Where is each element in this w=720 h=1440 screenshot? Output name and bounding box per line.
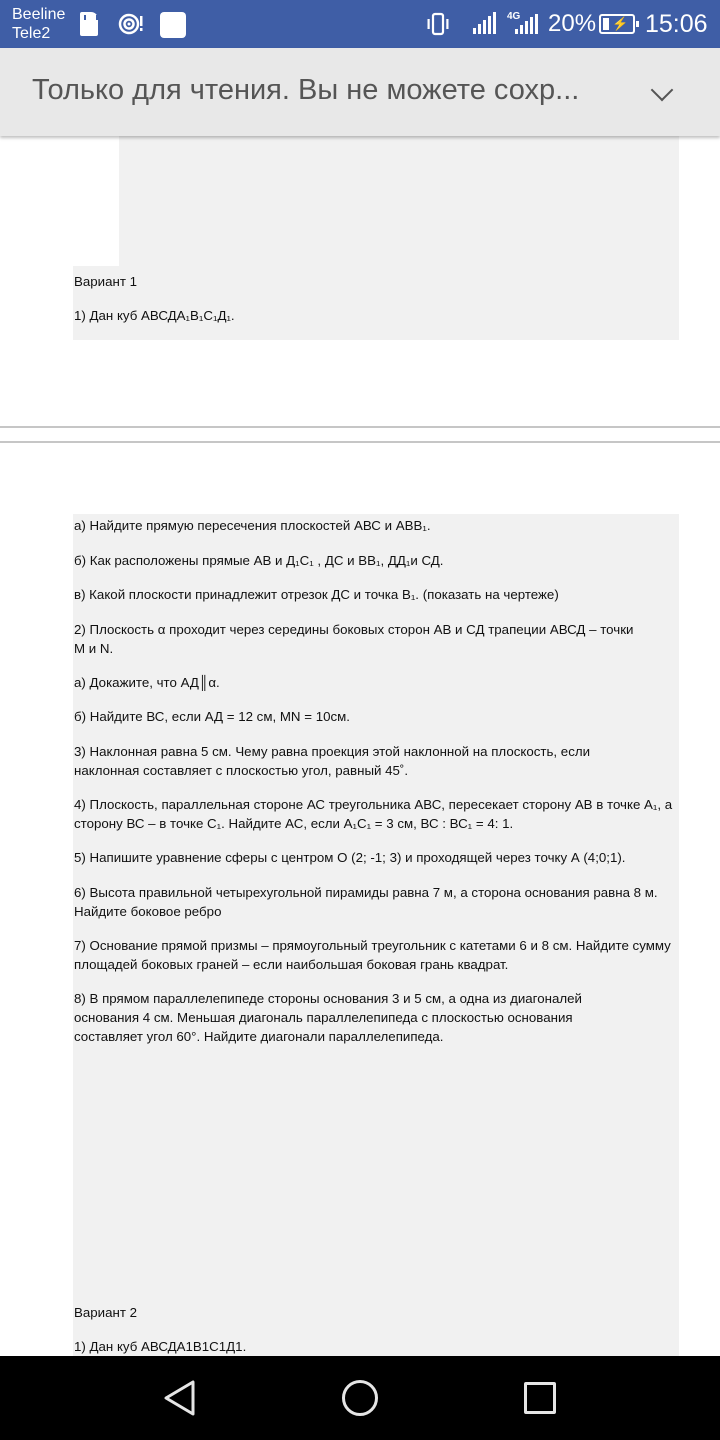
question-1c: в) Какой плоскости принадлежит отрезок ДС и точка В₁. (показать на чертеже) — [74, 587, 559, 602]
question-2: 2) Плоскость α проходит через середины боковых сторон АВ и СД трапеции АВСД – точки M и N. — [74, 622, 634, 656]
question-6: 6) Высота правильной четырехугольной пирамиды равна 7 м, а сторона основания равна 8 м. Найдите боковое ребро — [74, 885, 658, 919]
recent-apps-icon[interactable] — [524, 1382, 556, 1414]
hotspot-icon — [118, 12, 144, 36]
charging-bolt-icon: ⚡ — [612, 16, 629, 31]
back-icon[interactable] — [160, 1378, 200, 1418]
question-1a: а) Найдите прямую пересечения плоскостей АВС и АВВ₁. — [74, 518, 431, 533]
readonly-banner[interactable] — [0, 48, 720, 136]
question-4: 4) Плоскость, параллельная стороне АС треугольника АВС, пересекает сторону АВ в точке А₁, а сторону ВС – в точке С₁. Найдите АС, если А₁С₁ = 3 см, ВС : ВС₁ = 4: 1. — [74, 797, 673, 831]
question-7: 7) Основание прямой призмы – прямоугольный треугольник с катетами 6 и 8 см. Найдите сумму площадей боковых граней – если наибольшая боковая грань квадрат. — [74, 938, 671, 972]
page-shading — [119, 136, 679, 266]
navigation-bar — [0, 1356, 720, 1440]
signal-4g-icon — [515, 14, 538, 34]
sd-card-icon — [80, 12, 98, 36]
signal-icon — [473, 12, 496, 34]
battery-percent: 20% — [548, 10, 597, 37]
page-divider — [0, 441, 720, 443]
status-bar — [0, 0, 720, 48]
home-icon[interactable] — [342, 1380, 378, 1416]
app-square-icon — [160, 12, 186, 38]
question-3: 3) Наклонная равна 5 см. Чему равна проекция этой наклонной на плоскость, если наклонная составляет с плоскостью угол, равный 45˚. — [74, 744, 591, 778]
battery-fill — [603, 18, 609, 30]
page-divider — [0, 426, 720, 428]
network-type: 4G — [507, 11, 521, 22]
variant-2-question-1: 1) Дан куб АВСДА1В1С1Д1. — [74, 1339, 247, 1354]
document-view[interactable] — [0, 136, 720, 1356]
readonly-banner-text: Только для чтения. Вы не можете сохр... — [32, 74, 580, 106]
variant-1-question-1: 1) Дан куб АВСДА₁В₁С₁Д₁. — [74, 308, 235, 323]
question-2a: а) Докажите, что АД║α. — [74, 675, 220, 690]
clock: 15:06 — [645, 10, 708, 38]
carrier-names — [12, 5, 65, 43]
question-2b: б) Найдите ВС, если АД = 12 см, MN = 10см. — [74, 709, 350, 724]
question-1b: б) Как расположены прямые АВ и Д₁С₁ , ДС и ВВ₁, ДД₁и СД. — [74, 553, 444, 568]
question-8: 8) В прямом параллелепипеде стороны основания 3 и 5 см, а одна из диагоналей основания 4 см. Меньшая диагональ параллелепипеда с плоскостью основания составляет угол 60°. Найдите диагонали параллелепипеда. — [74, 991, 582, 1044]
variant-2-title: Вариант 2 — [74, 1305, 138, 1320]
variant-1-title: Вариант 1 — [74, 274, 138, 289]
carrier-1: Beeline — [12, 6, 66, 23]
chevron-down-icon[interactable] — [651, 79, 674, 102]
carrier-2: Tele2 — [12, 25, 51, 42]
vibrate-icon — [426, 12, 450, 36]
question-5: 5) Напишите уравнение сферы с центром О (2; -1; 3) и проходящей через точку А (4;0;1). — [74, 850, 626, 865]
battery-charging-icon — [599, 14, 635, 34]
